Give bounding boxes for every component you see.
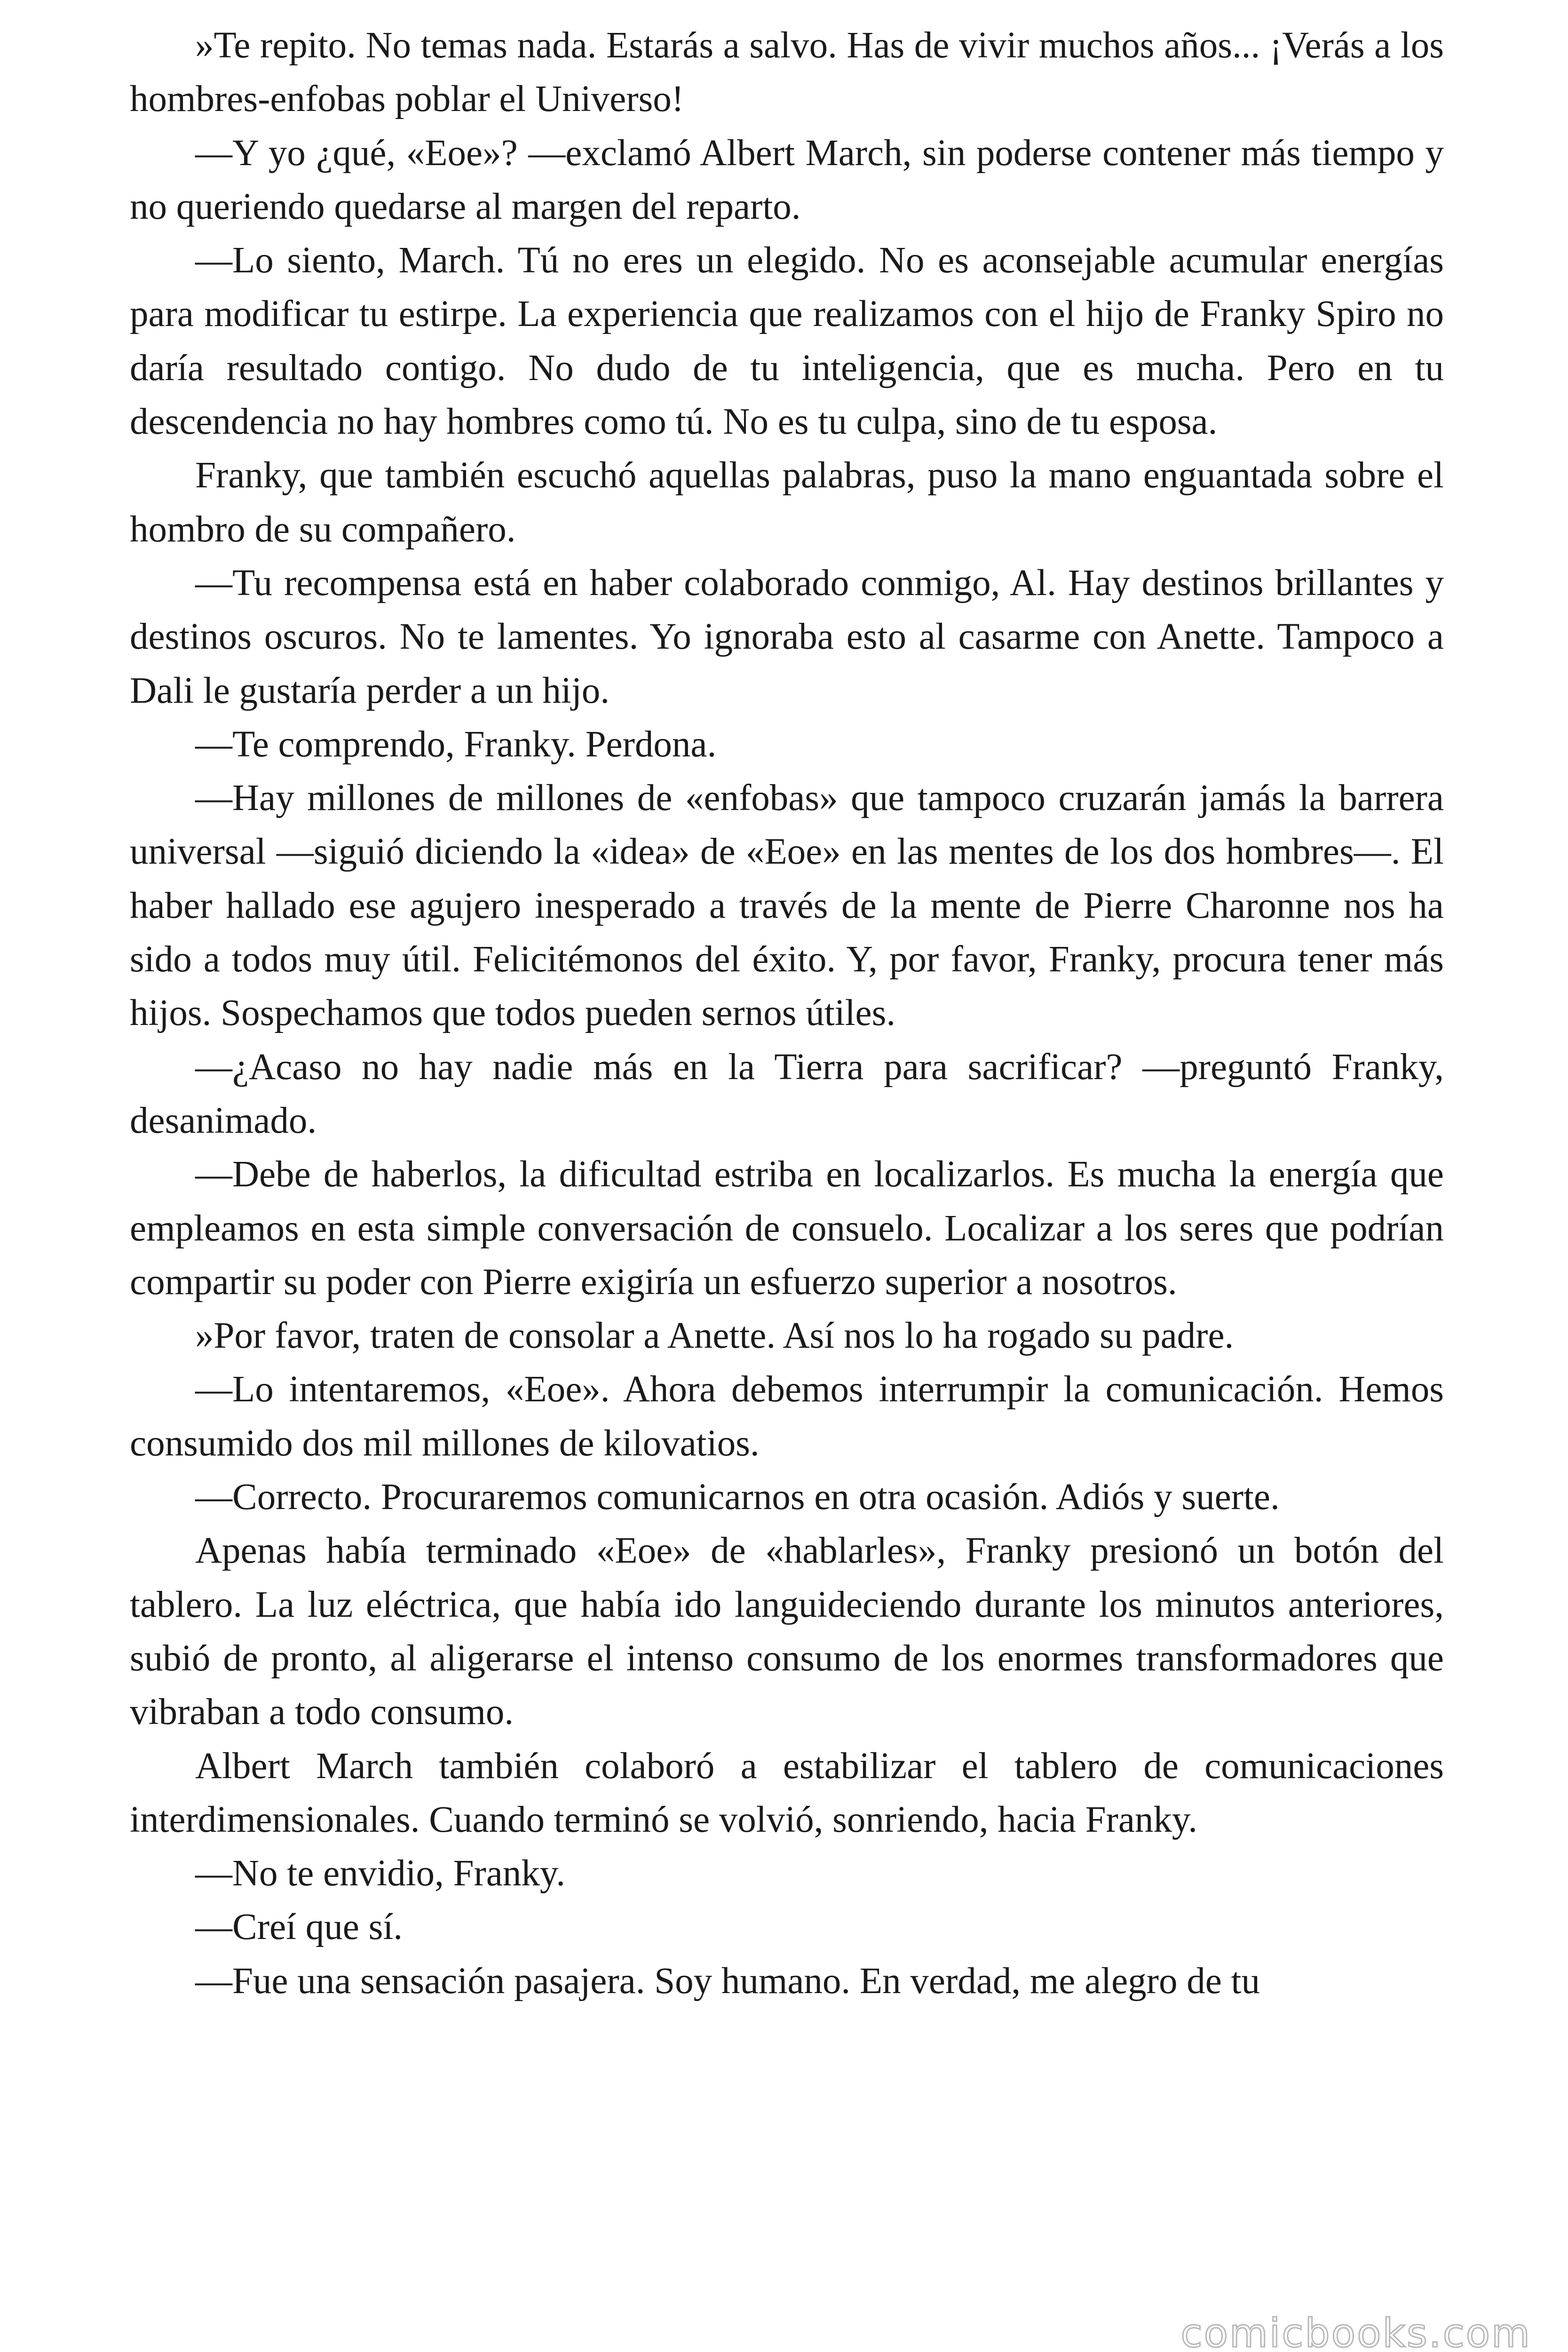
paragraph-10: »Por favor, traten de consolar a Anette. Así nos lo ha rogado su padre. — [195, 1315, 1234, 1357]
paragraph-7: —Hay millones de millones de «enfobas» que tampoco cruzarán jamás la barrera universal —siguió diciendo la «idea» de «Eoe» en las mentes de los dos hombres—. El haber hallado ese agujero inesperado a través de la mente de Pierre Charonne nos ha sido a todos muy útil. Felicitémonos del éxito. Y, por favor, Franky, procura tener más hijos. Sospechamos que todos pueden sernos útiles. — [130, 778, 1444, 1034]
watermark: comicbooks.com — [1180, 2310, 1531, 2352]
book-page-text — [130, 19, 1444, 2008]
paragraph-14: Albert March también colaboró a estabilizar el tablero de comunicaciones interdimensionales. Cuando terminó se volvió, sonriendo, hacia Franky. — [130, 1745, 1444, 1840]
paragraph-17: —Fue una sensación pasajera. Soy humano. En verdad, me alegro de tu — [195, 1960, 1260, 2002]
paragraph-16: —Creí que sí. — [195, 1907, 403, 1948]
paragraph-3: —Lo siento, March. Tú no eres un elegido. No es aconsejable acumular energías para modificar tu estirpe. La experiencia que realizamos con el hijo de Franky Spiro no daría resultado contigo. No dudo de tu inteligencia, que es mucha. Pero en tu descendencia no hay hombres como tú. No es tu culpa, sino de tu esposa. — [130, 240, 1444, 443]
paragraph-9: —Debe de haberlos, la dificultad estriba en localizarlos. Es mucha la energía que empleamos en esta simple conversación de consuelo. Localizar a los seres que podrían compartir su poder con Pierre exigiría un esfuerzo superior a nosotros. — [130, 1154, 1444, 1303]
paragraph-2: —Y yo ¿qué, «Eoe»? —exclamó Albert March, sin poderse contener más tiempo y no queriendo quedarse al margen del reparto. — [130, 132, 1444, 227]
paragraph-5: —Tu recompensa está en haber colaborado conmigo, Al. Hay destinos brillantes y destinos oscuros. No te lamentes. Yo ignoraba esto al casarme con Anette. Tampoco a Dali le gustaría perder a un hijo. — [130, 562, 1444, 711]
paragraph-1: »Te repito. No temas nada. Estarás a salvo. Has de vivir muchos años... ¡Verás a los hombres-enfobas poblar el Universo! — [130, 25, 1444, 120]
paragraph-8: —¿Acaso no hay nadie más en la Tierra para sacrificar? —preguntó Franky, desanimado. — [130, 1046, 1444, 1141]
paragraph-15: —No te envidio, Franky. — [195, 1853, 565, 1894]
paragraph-13: Apenas había terminado «Eoe» de «hablarles», Franky presionó un botón del tablero. La luz eléctrica, que había ido languideciendo durante los minutos anteriores, subió de pronto, al aligerarse el intenso consumo de los enormes transformadores que vibraban a todo consumo. — [130, 1530, 1444, 1733]
paragraph-11: —Lo intentaremos, «Eoe». Ahora debemos interrumpir la comunicación. Hemos consumido dos mil millones de kilovatios. — [130, 1369, 1444, 1464]
paragraph-4: Franky, que también escuchó aquellas palabras, puso la mano enguantada sobre el hombro de su compañero. — [130, 455, 1444, 550]
paragraph-6: —Te comprendo, Franky. Perdona. — [195, 723, 717, 765]
paragraph-12: —Correcto. Procuraremos comunicarnos en otra ocasión. Adiós y suerte. — [195, 1477, 1280, 1518]
